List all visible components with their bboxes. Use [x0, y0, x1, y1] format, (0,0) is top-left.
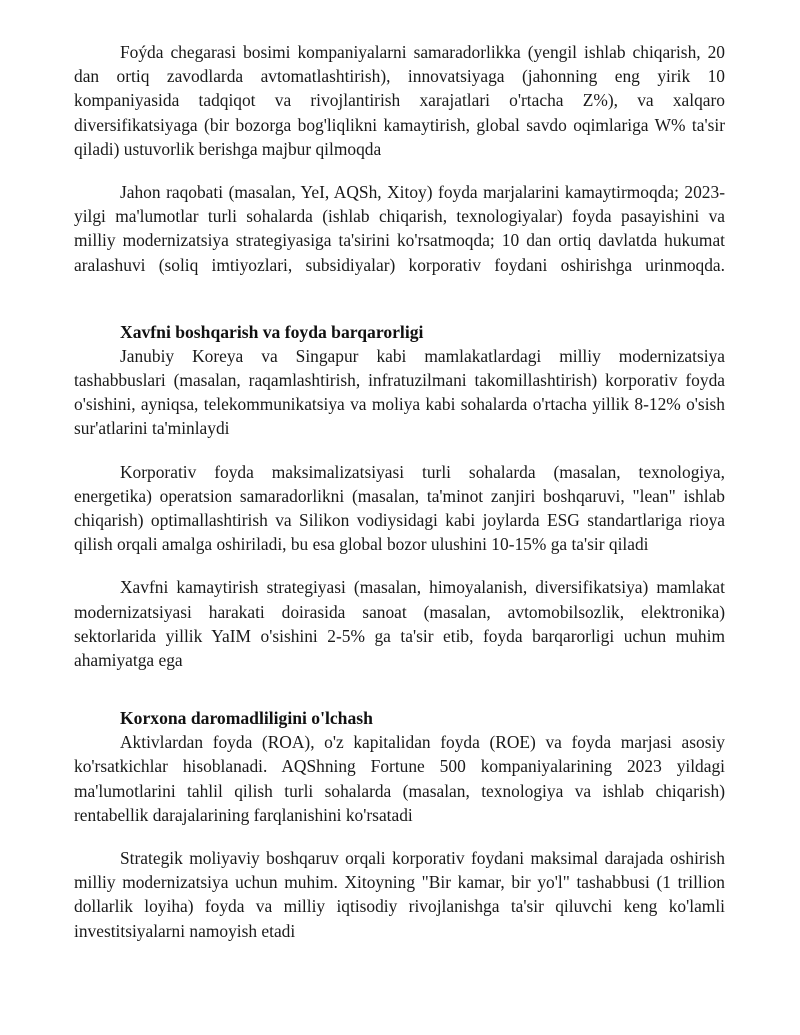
paragraph-spacer: [74, 827, 725, 846]
paragraph-profit-maximization: Korporativ foyda maksimalizatsiyasi turli sohalarda (masalan, texnologiya, energetika) operatsion samaradorlikni (masalan, ta'minot zanjiri boshqaruvi, "lean" ishlab chiqarish) optimallashtirish va Silikon vodiysidagi kabi joylarda ESG standartlariga rioya qilish orqali amalga oshiriladi, bu esa global bozor ulushini 10-15% ga ta'sir qiladi: [74, 461, 725, 555]
paragraph-spacer: [74, 161, 725, 180]
section-spacer: [74, 277, 725, 320]
section-spacer: [74, 672, 725, 706]
paragraph-global-competition: Jahon raqobati (masalan, YeI, AQSh, Xitoy) foyda marjalarini kamaytirmoqda; 2023-yilgi ma'lumotlar turli sohalarda (ishlab chiqarish, texnologiyalar) foyda pasayishini va milliy modernizatsiya strategiyasiga ta'sirini ko'rsatmoqda; 10 dan ortiq davlatda hukumat aralashuvi (soliq imtiyozlari, subsidiyalar) korporativ foydani oshirishga urinmoqda.: [74, 182, 725, 275]
paragraph-profit-metrics: Aktivlardan foyda (ROA), o'z kapitalidan foyda (ROE) va foyda marjasi asosiy ko'rsatkichlar hisoblanadi. AQShning Fortune 500 kompaniyalarining 2023 yildagi ma'lumotlarini tahlil qilish turli sohalarda (masalan, texnologiya va ishlab chiqarish) rentabellik darajalarining farqlanishini ko'rsatadi: [74, 732, 725, 825]
paragraph-national-modernization: Janubiy Koreya va Singapur kabi mamlakatlardagi milliy modernizatsiya tashabbuslari (masalan, raqamlashtirish, infratuzilmani takomillashtirish) korporativ foyda o'sishini, ayniqsa, telekommunikatsiya va moliya kabi sohalarda o'rtacha yillik 8-12% o'sish sur'atlarini ta'minlaydi: [74, 345, 725, 439]
paragraph-risk-reduction: Xavfni kamaytirish strategiyasi (masalan, himoyalanish, diversifikatsiya) mamlakat modernizatsiyasi harakati doirasida sanoat (masalan, avtomobilsozlik, elektronika) sektorlarida yillik YaIM o'sishini 2-5% ga ta'sir etib, foyda barqarorligi uchun muhim ahamiyatga ega: [74, 577, 725, 671]
section-heading-profitability-measurement: Korxona daromadliligini o'lchash: [120, 708, 373, 729]
section-heading-risk-management: Xavfni boshqarish va foyda barqarorligi: [120, 321, 424, 342]
paragraph-strategic-finance: Strategik moliyaviy boshqaruv orqali korporativ foydani maksimal darajada oshirish milliy modernizatsiya uchun muhim. Xitoyning "Bir kamar, bir yo'l" tashabbusi (1 trillion dollarlik loyiha) foyda va milliy iqtisodiy rivojlanishga ta'sir qiluvchi keng ko'lamli investitsiyalarni namoyish etadi: [74, 848, 725, 941]
paragraph-profit-pressure: Foýda chegarasi bosimi kompaniyalarni samaradorlikka (yengil ishlab chiqarish, 20 dan ortiq zavodlarda avtomatlashtirish), innovatsiyaga (jahonning eng yirik 10 kompaniyasida tadqiqot va rivojlantirish xarajatlari o'rtacha Z%), va xalqaro diversifikatsiyaga (bir bozorga bog'liqlikni kamaytirish, global savdo oqimlariga W% ta'sir qiladi) ustuvorlik berishga majbur qilmoqda: [74, 42, 725, 159]
paragraph-spacer: [74, 556, 725, 575]
document-page: [74, 40, 725, 943]
paragraph-spacer: [74, 441, 725, 460]
